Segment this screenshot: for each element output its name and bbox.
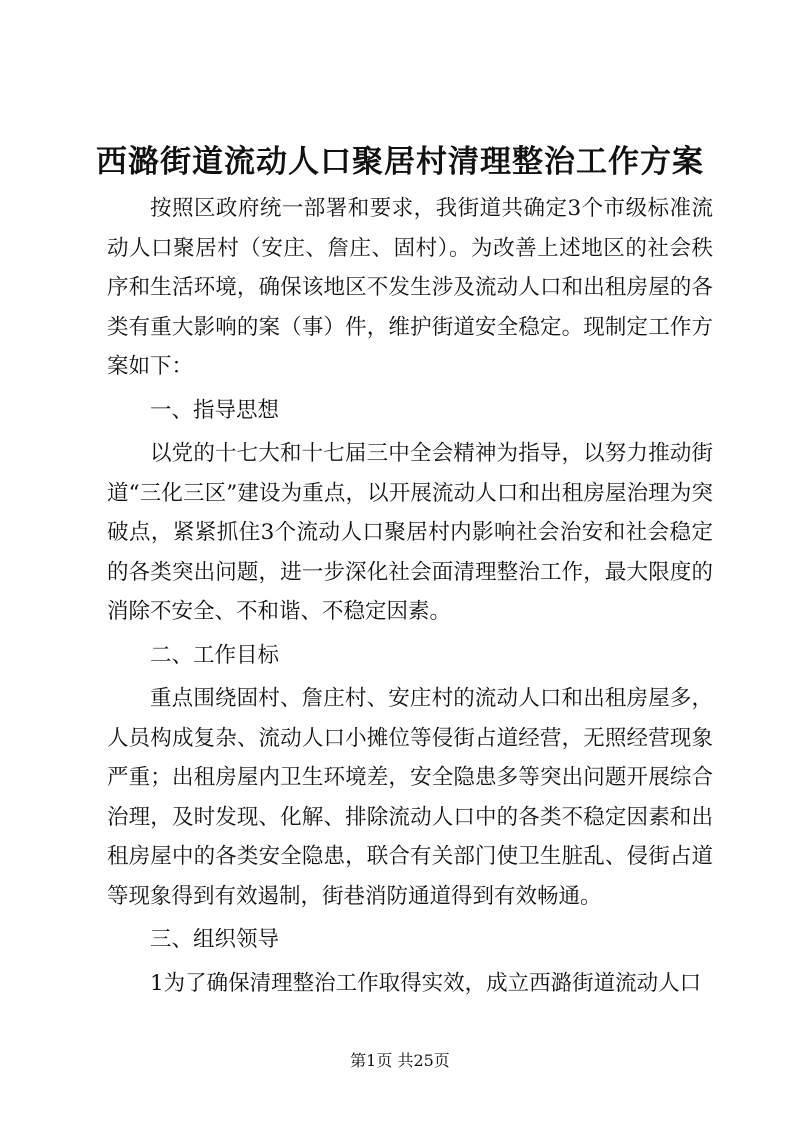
document-body bbox=[107, 189, 713, 1007]
guiding-ideology-paragraph: 以党的十七大和十七届三中全会精神为指导，以努力推动街道“三化三区”建设为重点，以开展流动人口和出租房屋治理为突破点，紧紧抓住3个流动人口聚居村内影响社会治安和社会稳定的各类突出问题，进一步深化社会面清理整治工作，最大限度的消除不安全、不和谐、不稳定因素。 bbox=[107, 441, 713, 624]
page-number-footer: 第1页 共25页 bbox=[350, 1051, 450, 1070]
organization-paragraph: 1为了确保清理整治工作取得实效，成立西潞街道流动人口 bbox=[150, 970, 702, 996]
work-goals-paragraph: 重点围绕固村、詹庄村、安庄村的流动人口和出租房屋多，人员构成复杂、流动人口小摊位等侵街占道经营，无照经营现象严重；出租房屋内卫生环境差，安全隐患多等突出问题开展综合治理，及时发现、化解、排除流动人口中的各类不稳定因素和出租房屋中的各类安全隐患，联合有关部门使卫生脏乱、侵街占道等现象得到有效遏制，街巷消防通道得到有效畅通。 bbox=[107, 686, 713, 909]
section-heading-guiding-ideology: 一、指导思想 bbox=[150, 397, 280, 423]
document-title: 西潞街道流动人口聚居村清理整治工作方案 bbox=[96, 144, 704, 180]
intro-paragraph: 按照区政府统一部署和要求，我街道共确定3个市级标准流动人口聚居村（安庄、詹庄、固村）。为改善上述地区的社会秩序和生活环境，确保该地区不发生涉及流动人口和出租房屋的各类有重大影响的案（事）件，维护街道安全稳定。现制定工作方案如下： bbox=[107, 196, 713, 379]
section-heading-work-goals: 二、工作目标 bbox=[150, 642, 280, 668]
section-heading-organization: 三、组织领导 bbox=[150, 927, 280, 952]
